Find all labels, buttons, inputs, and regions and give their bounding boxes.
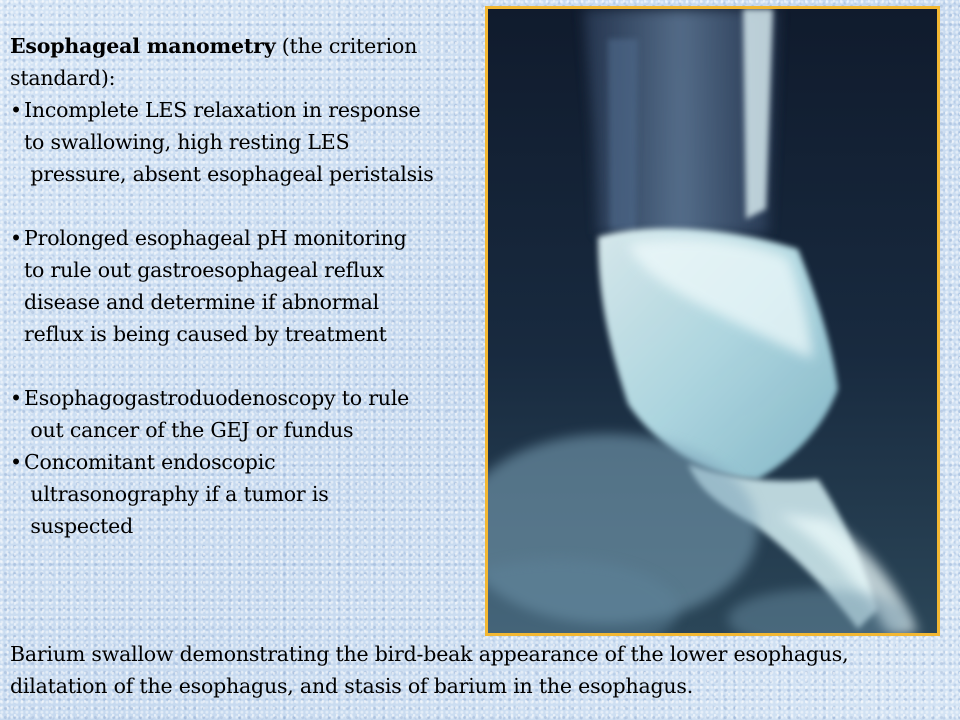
barium-swallow-image xyxy=(485,6,940,636)
manometry-heading xyxy=(10,30,480,62)
findings-bullet-list xyxy=(10,94,480,542)
manometry-heading-continued: standard): xyxy=(10,66,116,90)
manometry-heading-bold: Esophageal manometry xyxy=(10,34,276,58)
bullet-manometry-findings: • Incomplete LES relaxation in response to swallowing, high resting LES pressure, absent esophageal peristalsis xyxy=(10,94,480,190)
image-caption: Barium swallow demonstrating the bird-beak appearance of the lower esophagus, dilatation of the esophagus, and stasis of barium in the esophagus. xyxy=(10,642,849,698)
manometry-heading-rest: (the criterion xyxy=(275,34,418,58)
bullet-egd: • Esophagogastroduodenoscopy to rule out cancer of the GEJ or fundus xyxy=(10,382,480,446)
manometry-text-block xyxy=(10,30,480,542)
bullet-ph-monitoring: • Prolonged esophageal pH monitoring to rule out gastroesophageal reflux disease and determine if abnormal reflux is being caused by treatment xyxy=(10,222,480,350)
barium-swallow-xray xyxy=(488,9,937,633)
bullet-endoscopic-ultrasonography: • Concomitant endoscopic ultrasonography if a tumor is suspected xyxy=(10,446,480,542)
